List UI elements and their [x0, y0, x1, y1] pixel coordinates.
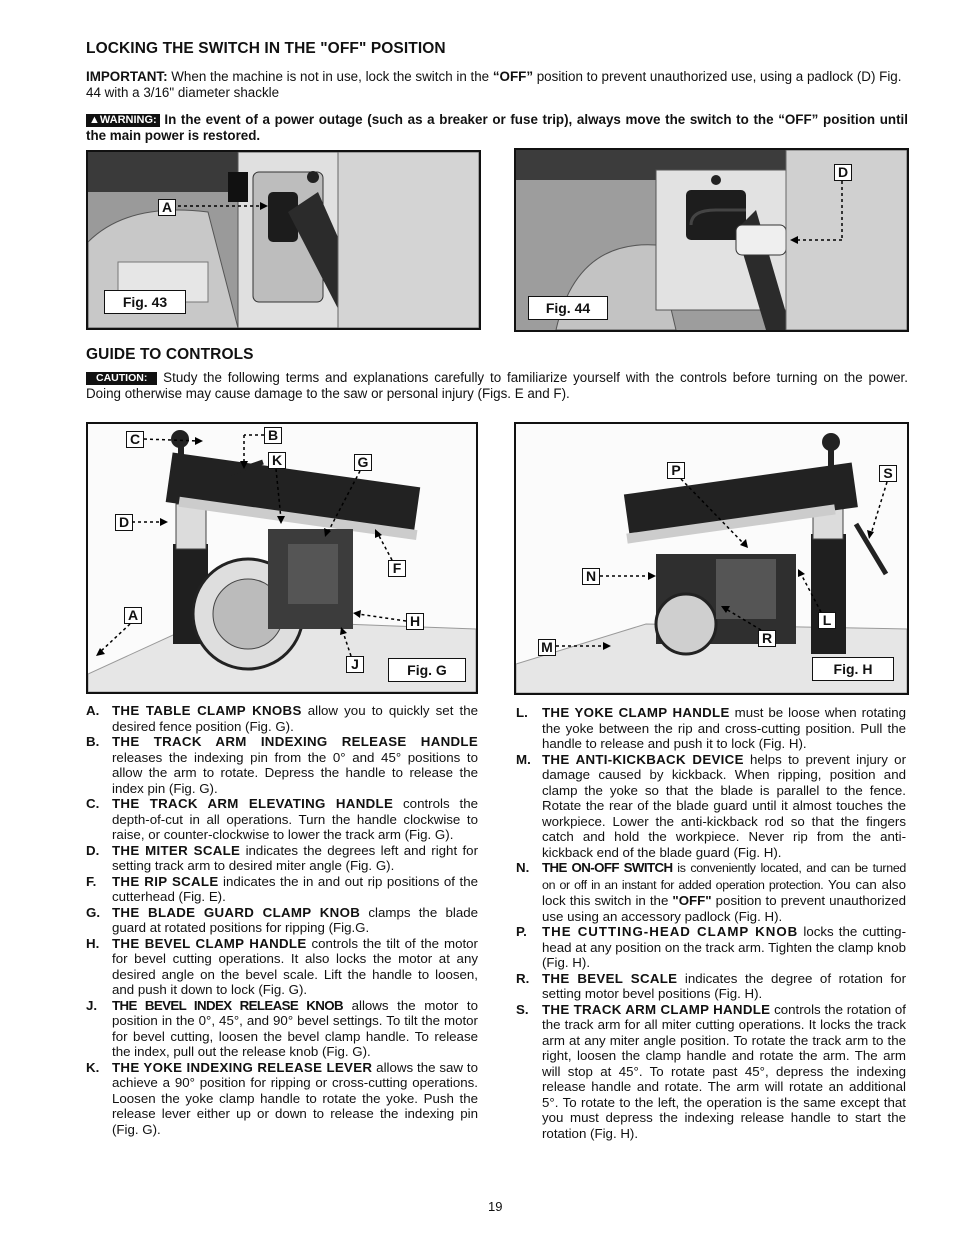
- item-text-off: "OFF": [672, 893, 712, 908]
- figure-h-leaders: [516, 424, 907, 693]
- control-item-j: [86, 998, 478, 1060]
- controls-list-right: [516, 705, 906, 1141]
- important-off: “OFF”: [492, 69, 534, 84]
- item-key: G.: [86, 904, 101, 920]
- figure-g-label: Fig. G: [388, 658, 466, 682]
- item-title: THE YOKE CLAMP HANDLE: [542, 705, 730, 720]
- item-text: indicates the degree of rotation for setting motor bevel positions (Fig. H).: [542, 970, 906, 1001]
- figure-h-letter-r: R: [758, 630, 776, 647]
- figure-h-letter-m: M: [538, 639, 556, 656]
- control-item-r: [516, 971, 906, 1002]
- important-text-a: When the machine is not in use, lock the switch in the: [167, 69, 493, 84]
- item-body: [112, 998, 478, 1060]
- item-body: [112, 936, 478, 998]
- item-key: C.: [86, 796, 100, 811]
- control-item-n: [516, 860, 906, 924]
- item-text: controls the rotation of the track arm for all miter cutting operations. It locks the track arm at any miter angle position. To rotate the track arm to the right, loosen the clamp handle and rotate the arm. The arm will stop at 45°. To rotate past 45°, depress the indexing release handle and rotate. The arm will rotate an additional 5°. To rotate to the left, the operation is the same except that you must depress the indexing release handle to start the rotation (Fig. H).: [542, 1001, 906, 1141]
- control-item-c: [86, 796, 478, 843]
- item-key: J.: [86, 997, 98, 1013]
- item-title: THE BEVEL SCALE: [542, 970, 678, 986]
- item-text: indicates the degrees left and right for setting track arm to desired miter angle (Fig. G).: [112, 842, 478, 873]
- caution-text: Study the following terms and explanations carefully to familiarize yourself with the controls before turning on the power. Doing otherwise may cause damage to the saw or personal injury (Figs. E and F).: [86, 370, 908, 401]
- warning-badge: [86, 114, 160, 127]
- important-paragraph: [86, 69, 908, 100]
- item-key: R.: [516, 970, 530, 986]
- figure-g-letter-b: B: [264, 427, 282, 444]
- item-body: [542, 860, 906, 924]
- item-title: THE ON-OFF SWITCH: [542, 860, 673, 875]
- item-title: THE BEVEL CLAMP HANDLE: [112, 935, 307, 951]
- item-text: clamps the blade guard at rotated positions for ripping (Fig.G.: [112, 904, 478, 935]
- control-item-l: [516, 705, 906, 752]
- figure-g-leaders: [88, 424, 476, 692]
- item-text: controls the depth-of-cut in all operations. Turn the handle clockwise to raise, or counter-clockwise to lower the track arm (Fig. G).: [112, 796, 478, 842]
- item-text: releases the indexing pin from the 0° and 45° positions to allow the arm to rotate. Depress the handle to release the index pin (Fig. G).: [112, 749, 478, 796]
- item-title: THE BLADE GUARD CLAMP KNOB: [112, 904, 361, 920]
- item-title: THE ANTI-KICKBACK DEVICE: [542, 751, 744, 767]
- control-item-a: [86, 703, 478, 734]
- item-body: [112, 874, 478, 905]
- figure-h-letter-s: S: [879, 465, 897, 482]
- item-title: THE YOKE INDEXING RELEASE LEVER: [112, 1059, 373, 1075]
- item-title: THE TABLE CLAMP KNOBS: [112, 703, 302, 718]
- item-body: [542, 752, 906, 861]
- item-title: THE TRACK ARM INDEXING RELEASE HANDLE: [112, 734, 478, 749]
- figure-g-letter-f: F: [388, 560, 406, 577]
- item-key: A.: [86, 703, 100, 718]
- figure-43-photo: [86, 150, 481, 330]
- figure-43-label: Fig. 43: [104, 290, 186, 314]
- important-label: IMPORTANT:: [86, 69, 168, 84]
- item-title: THE CUTTING-HEAD CLAMP KNOB: [542, 924, 799, 939]
- control-item-d: [86, 843, 478, 874]
- control-item-f: [86, 874, 478, 905]
- warning-badge-label: WARNING:: [99, 114, 157, 126]
- control-item-p: [516, 924, 906, 971]
- item-key: K.: [86, 1059, 100, 1075]
- figure-g-letter-k: K: [268, 452, 286, 469]
- control-item-b: [86, 734, 478, 796]
- figure-g-photo: [86, 422, 478, 694]
- figure-g-letter-g: G: [354, 454, 372, 471]
- figure-h-letter-n: N: [582, 568, 600, 585]
- item-title: THE MITER SCALE: [112, 842, 241, 858]
- figure-g-letter-c: C: [126, 431, 144, 448]
- control-item-m: [516, 752, 906, 861]
- item-text: You can also lock this switch in the: [542, 876, 906, 908]
- important-text-b: position to prevent unauthorized use, using a padlock (D) Fig. 44 with a 3/16" diameter shackle: [86, 69, 902, 100]
- item-text: allows the motor to position in the 0°, 45°, and 90° bevel settings. To tilt the motor for bevel cutting, loosen the bevel clamp handle. To release the index, pull out the release knob (Fig. G).: [112, 997, 478, 1059]
- item-key: D.: [86, 842, 100, 858]
- item-key: N.: [516, 860, 530, 875]
- item-key: L.: [516, 705, 528, 720]
- figure-h-label: Fig. H: [812, 657, 894, 681]
- figure-44-label: Fig. 44: [528, 296, 608, 320]
- item-title: THE TRACK ARM ELEVATING HANDLE: [112, 796, 394, 811]
- item-text: indicates the in and out rip positions of the cutterhead (Fig. E).: [112, 873, 478, 904]
- item-text: helps to prevent injury or damage caused by kickback. When ripping, position and clamp the yoke so that the blade is parallel to the fence. Rotate the rear of the blade guard until it almost touches the workpiece. Lower the anti-kickback rod so that the fingers catch and hold the workpiece. Never rip from the anti-kickback end of the blade guard (Fig. H).: [542, 751, 906, 860]
- warning-triangle-icon: ▲: [89, 114, 100, 126]
- item-title: THE TRACK ARM CLAMP HANDLE: [542, 1001, 771, 1017]
- item-key: B.: [86, 734, 100, 749]
- item-title: THE RIP SCALE: [112, 873, 219, 889]
- item-body: [112, 905, 478, 936]
- caution-badge: CAUTION:: [86, 372, 157, 385]
- figure-h-photo: [514, 422, 909, 695]
- item-key: F.: [86, 873, 97, 889]
- item-key: S.: [516, 1001, 529, 1017]
- figure-44-letter-d: D: [834, 164, 852, 181]
- control-item-h: [86, 936, 478, 998]
- item-key: P.: [516, 924, 527, 939]
- caution-paragraph: [86, 370, 908, 401]
- item-body: [112, 1060, 478, 1138]
- item-text: must be loose when rotating the yoke between the rip and cross-cutting position. Pull the handle to release and push it to lock (Fig. H).: [542, 705, 906, 751]
- item-body: [542, 1002, 906, 1142]
- item-text-small: is conveniently located, and can be turned on or off in an instant for added operation protection.: [542, 861, 906, 892]
- warning-paragraph: [86, 112, 908, 143]
- item-body: [112, 843, 478, 874]
- control-item-k: [86, 1060, 478, 1138]
- item-body: [112, 796, 478, 843]
- item-body: [542, 971, 906, 1002]
- page-number: 19: [488, 1199, 503, 1214]
- item-body: [542, 705, 906, 752]
- figure-44-photo: [514, 148, 909, 332]
- control-item-s: [516, 1002, 906, 1142]
- item-text: allow you to quickly set the desired fence position (Fig. G).: [112, 703, 478, 734]
- item-text-b: position to prevent unauthorized use using an accessory padlock (Fig. H).: [542, 893, 906, 924]
- item-body: [112, 703, 478, 734]
- figure-g-letter-h: H: [406, 613, 424, 630]
- figure-h-letter-l: L: [818, 612, 836, 629]
- figure-g-letter-d: D: [115, 514, 133, 531]
- item-text: controls the tilt of the motor for bevel cutting operations. It also locks the motor at any desired angle on the bevel scale. Lift the handle to loosen, and push it down to lock (Fig. G).: [112, 935, 478, 997]
- warning-text: In the event of a power outage (such as a breaker or fuse trip), always move the switch to the “OFF” position until the main power is restored.: [86, 112, 908, 143]
- section-heading-guide-to-controls: GUIDE TO CONTROLS: [86, 346, 254, 363]
- item-text: allows the saw to achieve a 90° position for ripping or cross-cutting operations. Loosen the yoke clamp handle to rotate the yoke. Push the release lever either up or down to release the indexing pin (Fig. G).: [112, 1059, 479, 1137]
- controls-list-left: [86, 703, 478, 1137]
- item-key: H.: [86, 935, 100, 951]
- figure-g-letter-j: J: [346, 656, 364, 673]
- control-item-g: [86, 905, 478, 936]
- item-key: M.: [516, 751, 531, 767]
- figure-h-letter-p: P: [667, 462, 685, 479]
- figure-g-letter-a: A: [124, 607, 142, 624]
- figure-43-letter-a: A: [158, 199, 176, 216]
- section-heading-locking-switch: LOCKING THE SWITCH IN THE "OFF" POSITION: [86, 40, 446, 57]
- item-title: THE BEVEL INDEX RELEASE KNOB: [112, 997, 343, 1013]
- item-text: locks the cutting-head at any position on the track arm. Tighten the clamp knob (Fig. H).: [542, 924, 906, 970]
- item-body: [542, 924, 906, 971]
- item-body: [112, 734, 478, 796]
